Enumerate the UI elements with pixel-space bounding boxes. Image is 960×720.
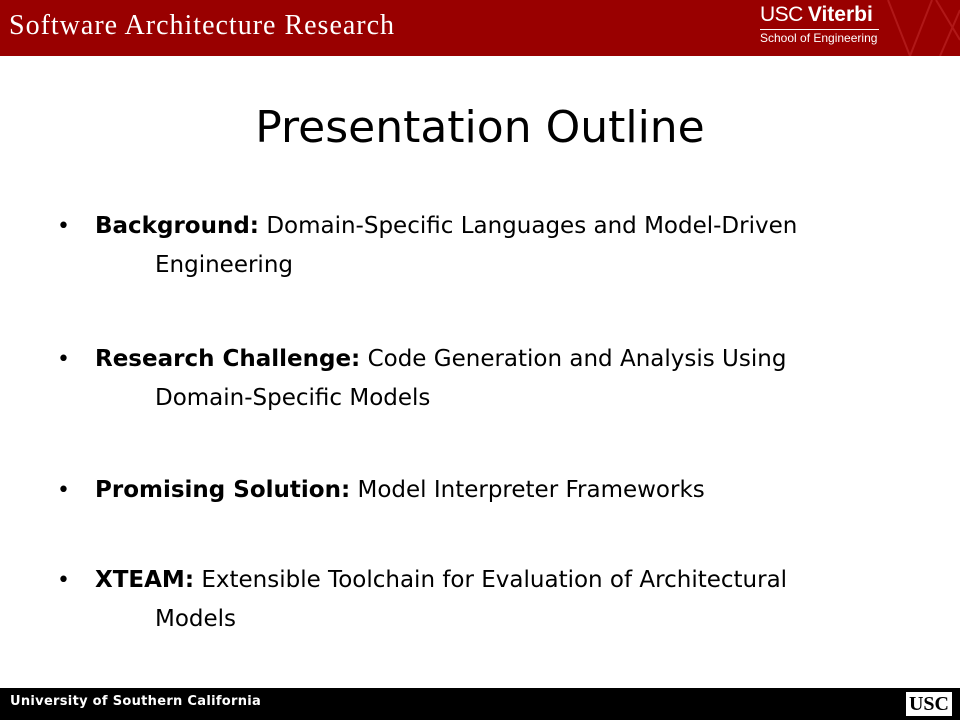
bullet-icon: •: [57, 214, 70, 239]
outline-item-research-challenge: [57, 340, 917, 417]
logo-school: School of Engineering: [760, 31, 878, 45]
item-text: Extensible Toolchain for Evaluation of Architectural: [201, 567, 788, 593]
header-title: Software Architecture Research: [9, 10, 396, 41]
item-label: Background:: [95, 213, 259, 239]
bullet-icon: •: [57, 568, 70, 593]
bullet-icon: •: [57, 347, 70, 372]
item-continuation: Models: [155, 606, 237, 632]
item-label: Research Challenge:: [95, 346, 361, 372]
item-text: Model Interpreter Frameworks: [357, 477, 705, 503]
outline-item-background: [57, 207, 917, 284]
slide-title: Presentation Outline: [255, 102, 705, 153]
outline-item-xteam: [57, 561, 917, 638]
usc-seal-logo: USC: [906, 692, 952, 716]
item-text: Domain-Specific Languages and Model-Driven: [266, 213, 798, 239]
footer-university: University of Southern California: [10, 694, 262, 709]
logo-usc: USC: [760, 3, 803, 26]
outline-item-promising-solution: [57, 471, 917, 510]
footer-bar: [0, 688, 960, 720]
header-bar: [0, 0, 960, 56]
item-label: XTEAM:: [95, 567, 195, 593]
usc-viterbi-logo: [760, 4, 884, 48]
item-continuation: Engineering: [155, 252, 293, 278]
logo-viterbi: Viterbi: [807, 3, 873, 26]
bullet-icon: •: [57, 478, 70, 503]
item-continuation: Domain-Specific Models: [155, 385, 431, 411]
item-text: Code Generation and Analysis Using: [367, 346, 787, 372]
logo-divider: [760, 29, 879, 30]
item-label: Promising Solution:: [95, 477, 351, 503]
